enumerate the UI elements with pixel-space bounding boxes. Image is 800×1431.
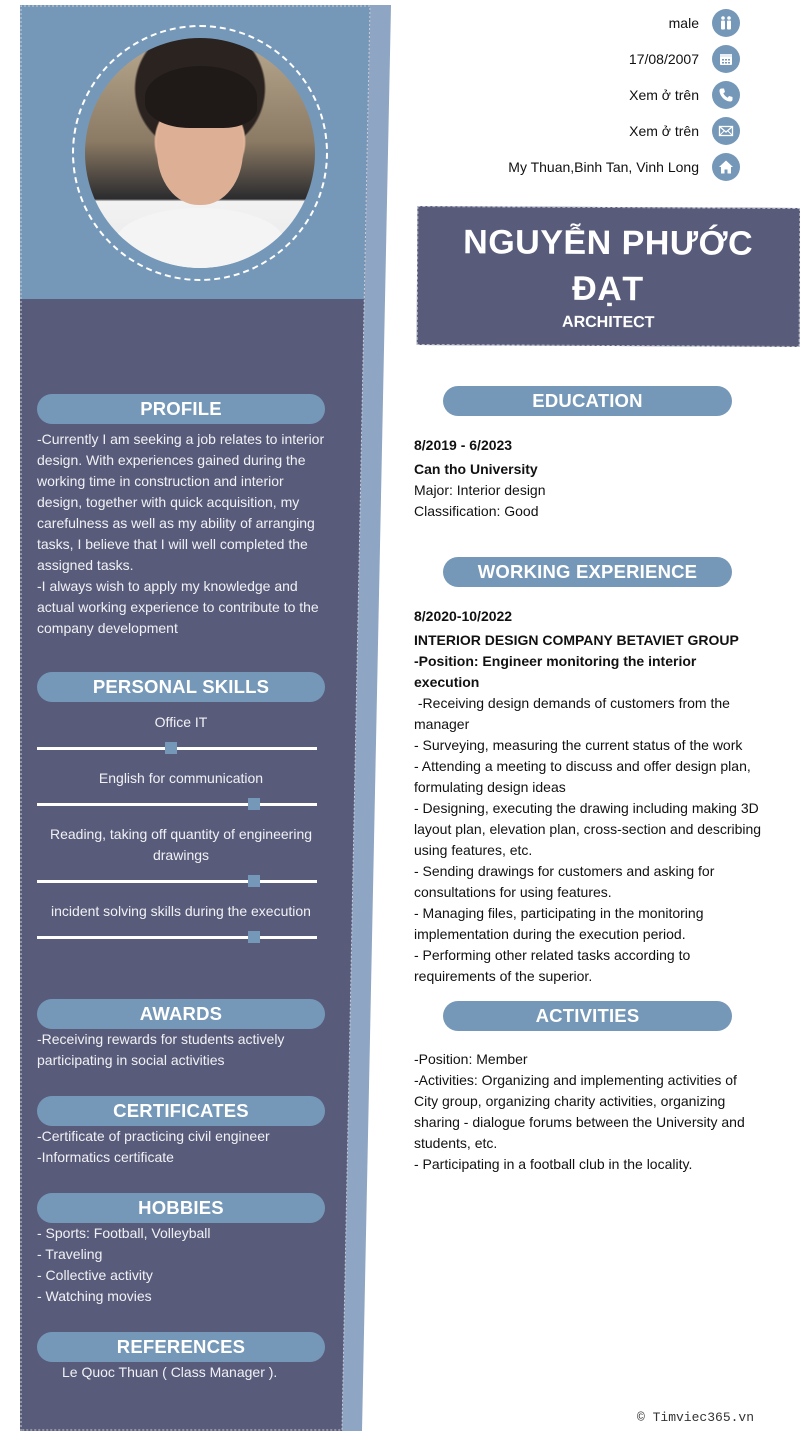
certificates-heading: CERTIFICATES (37, 1096, 325, 1126)
contact-gender-text: male (668, 15, 699, 31)
education-detail: Classification: Good (414, 503, 539, 519)
contact-email-text: Xem ở trên (629, 123, 699, 139)
awards-section (37, 999, 325, 1071)
hobby-item: - Watching movies (37, 1288, 152, 1304)
hobby-item: - Sports: Football, Volleyball (37, 1225, 211, 1241)
certificate-item: -Certificate of practicing civil engineer (37, 1128, 270, 1144)
education-period: 8/2019 - 6/2023 (414, 437, 513, 453)
candidate-name: NGUYỄN PHƯỚC ĐẠT (463, 223, 754, 309)
contact-phone (629, 81, 740, 109)
skill-bar-incident-solving (37, 936, 317, 939)
experience-duty: - Attending a meeting to discuss and offer design plan, formulating design ideas (414, 758, 751, 795)
experience-duty: - Designing, executing the drawing including making 3D layout plan, elevation plan, cross-section and describing using features, etc. (414, 800, 762, 858)
education-detail: Major: Interior design (414, 482, 546, 498)
certificate-item: -Informatics certificate (37, 1149, 174, 1165)
skill-name: Reading, taking off quantity of engineering drawings (49, 826, 313, 863)
skill-bar-reading-drawings (37, 880, 317, 883)
experience-duty: - Managing files, participating in the monitoring implementation during the execution period. (414, 905, 704, 942)
skill-name: incident solving skills during the execution (51, 903, 311, 919)
job-title: ARCHITECT (561, 313, 655, 332)
experience-duty: - Surveying, measuring the current status of the work (414, 737, 743, 753)
experience-section (414, 557, 764, 987)
activity-item: -Activities: Organizing and implementing activities of City group, organizing charity activities, organizing sharing - dialogue forums between the University and students, etc. (414, 1072, 745, 1151)
profile-heading: PROFILE (37, 394, 325, 424)
experience-position: -Position: Engineer monitoring the interior execution (414, 653, 697, 690)
reference-item: Le Quoc Thuan ( Class Manager ). (62, 1364, 278, 1380)
contact-phone-text: Xem ở trên (629, 87, 699, 103)
experience-heading: WORKING EXPERIENCE (443, 557, 732, 587)
skills-section (37, 672, 325, 957)
phone-icon (712, 81, 740, 109)
contact-gender (669, 9, 740, 37)
experience-duty: -Receiving design demands of customers from the manager (414, 695, 734, 732)
skill-level-marker (248, 875, 260, 887)
home-icon (712, 153, 740, 181)
references-section (37, 1332, 325, 1383)
activity-item: - Participating in a football club in the locality. (414, 1156, 693, 1172)
education-section (414, 386, 764, 522)
profile-section (37, 394, 325, 639)
experience-duty: - Performing other related tasks according to requirements of the superior. (414, 947, 691, 984)
hobby-item: - Collective activity (37, 1267, 153, 1283)
contact-birthday-text: 17/08/2007 (628, 51, 699, 67)
calendar-icon (712, 45, 740, 73)
skills-heading: PERSONAL SKILLS (37, 672, 325, 702)
hobbies-section (37, 1193, 325, 1307)
mail-icon (712, 117, 740, 145)
hobby-item: - Traveling (37, 1246, 103, 1262)
skill-level-marker (165, 742, 177, 754)
references-heading: REFERENCES (37, 1332, 325, 1362)
activities-section (414, 1001, 764, 1175)
certificates-section (37, 1096, 325, 1168)
awards-heading: AWARDS (37, 999, 325, 1029)
contact-birthday (629, 45, 740, 73)
skill-bar-office-it (37, 747, 317, 750)
experience-company: INTERIOR DESIGN COMPANY BETAVIET GROUP (414, 632, 739, 648)
profile-text: -I always wish to apply my knowledge and actual working experience to contribute to the company development (37, 578, 319, 636)
contact-address-text: My Thuan,Binh Tan, Vinh Long (508, 159, 699, 175)
skill-level-marker (248, 798, 260, 810)
skill-bar-english (37, 803, 317, 806)
avatar (85, 38, 315, 268)
activity-item: -Position: Member (414, 1051, 528, 1067)
experience-period: 8/2020-10/2022 (414, 608, 513, 624)
skill-name: English for communication (98, 770, 264, 786)
footer-copyright: © Timviec365.vn (637, 1410, 755, 1425)
activities-heading: ACTIVITIES (443, 1001, 732, 1031)
contact-address (508, 153, 740, 181)
education-school: Can tho University (414, 461, 538, 477)
award-item: -Receiving rewards for students actively participating in social activities (37, 1031, 285, 1068)
experience-duty: - Sending drawings for customers and asking for consultations for using features. (414, 863, 715, 900)
skill-level-marker (248, 931, 260, 943)
education-heading: EDUCATION (443, 386, 732, 416)
gender-icon (712, 9, 740, 37)
contact-email (629, 117, 740, 145)
name-header (417, 206, 800, 347)
skill-name: Office IT (154, 714, 208, 730)
profile-text: -Currently I am seeking a job relates to interior design. With experiences gained during the working time in construction and interior design, together with quick acquisition, my carefulness as well as my ability of arranging tasks, I believe that I will well completed the assigned tasks. (37, 431, 325, 573)
hobbies-heading: HOBBIES (37, 1193, 325, 1223)
